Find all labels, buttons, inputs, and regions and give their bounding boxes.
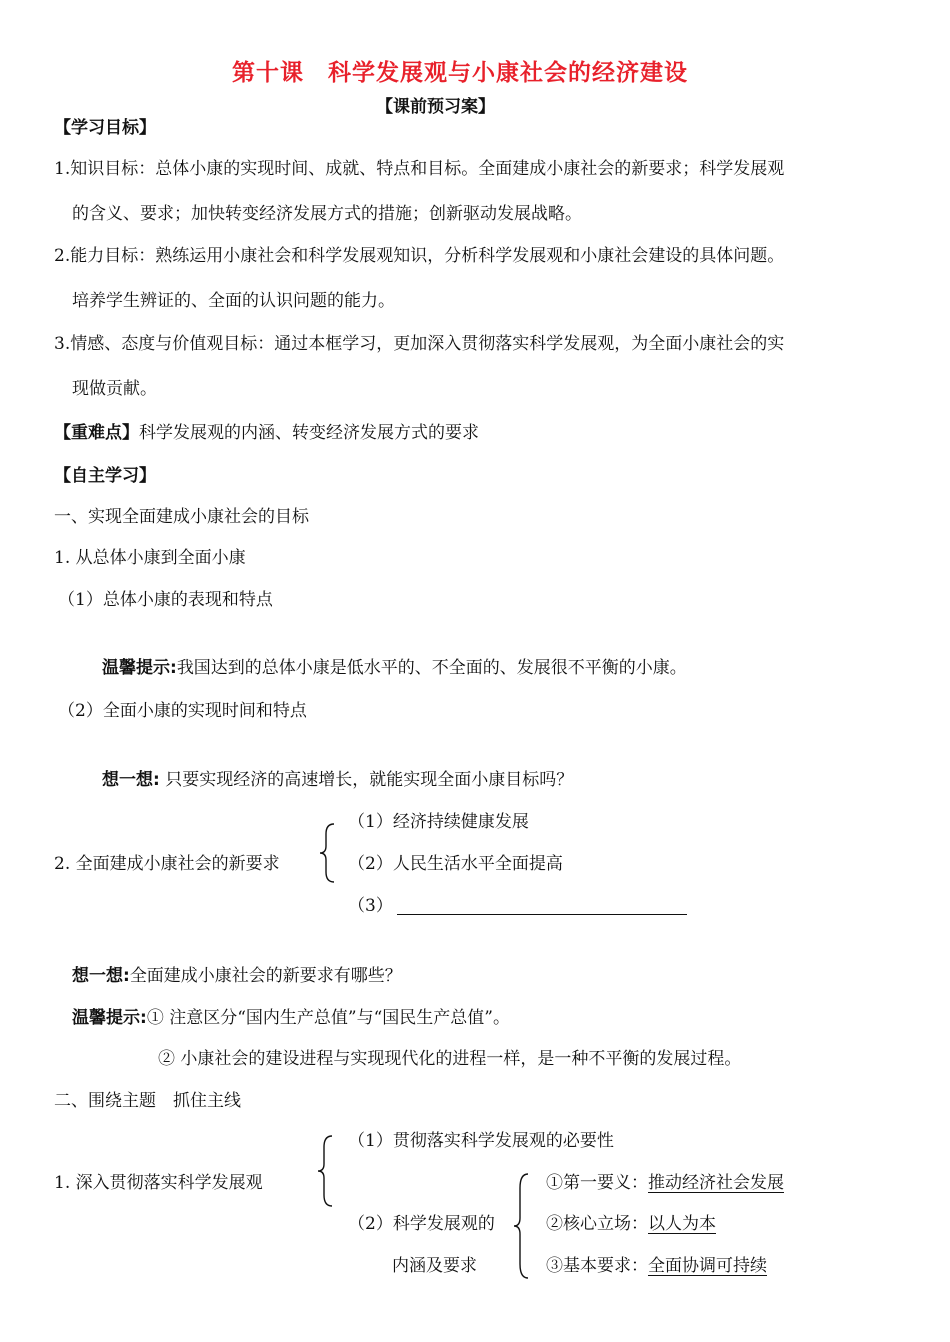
self-study-heading: 【自主学习】 bbox=[54, 466, 156, 486]
think-1-label: 想一想: bbox=[102, 770, 160, 790]
leaf-1-label: ①第一要义： bbox=[546, 1173, 648, 1193]
brace-icon bbox=[316, 1134, 336, 1208]
page-title: 第十课 科学发展观与小康社会的经济建设 bbox=[232, 60, 688, 86]
tip-1-label: 温馨提示: bbox=[102, 658, 177, 678]
tip-2-line-2: ② 小康社会的建设进程与实现现代化的进程一样，是一种不平衡的发展过程。 bbox=[158, 1049, 742, 1069]
objective-line-5: 3.情感、态度与价值观目标：通过本框学习，更加深入贯彻落实科学发展观，为全面小康社会的实 bbox=[54, 334, 785, 354]
brace-icon bbox=[318, 822, 338, 884]
key-points-label: 【重难点】 bbox=[54, 423, 139, 443]
tip-2 bbox=[72, 1010, 510, 1027]
leaf-2-value: 以人为本 bbox=[648, 1214, 716, 1234]
requirement-2: （2）人民生活水平全面提高 bbox=[348, 854, 563, 874]
think-2 bbox=[72, 968, 402, 985]
page-subtitle: 【课前预习案】 bbox=[376, 97, 495, 117]
requirement-1: （1）经济持续健康发展 bbox=[348, 812, 529, 832]
think-2-text: 全面建成小康社会的新要求有哪些？ bbox=[129, 966, 402, 986]
section2-title: 二、围绕主题 抓住主线 bbox=[54, 1091, 241, 1111]
requirement-3-label: （3） bbox=[348, 896, 393, 916]
leaf-3 bbox=[546, 1258, 767, 1275]
section2-branch-1: （1）贯彻落实科学发展观的必要性 bbox=[348, 1131, 614, 1151]
tip-1-text: 我国达到的总体小康是低水平的、不全面的、发展很不平衡的小康。 bbox=[176, 658, 687, 678]
objective-line-3: 2.能力目标：熟练运用小康社会和科学发展观知识，分析科学发展观和小康社会建设的具体问题。 bbox=[54, 246, 785, 266]
section1-sub1: 1. 从总体小康到全面小康 bbox=[54, 548, 246, 568]
think-1 bbox=[102, 772, 573, 789]
tip-1 bbox=[102, 660, 687, 677]
section2-branch-2-line-1: （2）科学发展观的 bbox=[348, 1214, 495, 1234]
brace-icon bbox=[512, 1172, 532, 1280]
section1-sub2: 2. 全面建成小康社会的新要求 bbox=[54, 854, 280, 874]
objective-line-4: 培养学生辨证的、全面的认识问题的能力。 bbox=[72, 291, 395, 311]
tip-2-line-1: ① 注意区分“国内生产总值”与“国民生产总值”。 bbox=[146, 1008, 510, 1028]
section1-title: 一、实现全面建成小康社会的目标 bbox=[54, 507, 309, 527]
requirement-3 bbox=[348, 898, 687, 915]
objective-line-1: 1.知识目标：总体小康的实现时间、成就、特点和目标。全面建成小康社会的新要求；科学发展观 bbox=[54, 159, 785, 179]
think-2-label: 想一想: bbox=[72, 966, 130, 986]
section2-branch-2-line-2: 内涵及要求 bbox=[392, 1256, 477, 1276]
objectives-heading: 【学习目标】 bbox=[54, 118, 156, 138]
answer-blank[interactable] bbox=[397, 898, 687, 915]
section1-sub1-1: （1）总体小康的表现和特点 bbox=[58, 590, 273, 610]
tip-2-label: 温馨提示: bbox=[72, 1008, 147, 1028]
think-1-text: 只要实现经济的高速增长，就能实现全面小康目标吗？ bbox=[165, 770, 574, 790]
key-points-text: 科学发展观的内涵、转变经济发展方式的要求 bbox=[139, 423, 479, 443]
leaf-2-label: ②核心立场： bbox=[546, 1214, 648, 1234]
section2-sub1: 1. 深入贯彻落实科学发展观 bbox=[54, 1173, 263, 1193]
leaf-1-value: 推动经济社会发展 bbox=[648, 1173, 784, 1193]
key-points bbox=[54, 425, 479, 442]
objective-line-2: 的含义、要求；加快转变经济发展方式的措施；创新驱动发展战略。 bbox=[72, 204, 582, 224]
leaf-1 bbox=[546, 1175, 784, 1192]
leaf-2 bbox=[546, 1216, 716, 1233]
leaf-3-label: ③基本要求： bbox=[546, 1256, 648, 1276]
section1-sub1-2: （2）全面小康的实现时间和特点 bbox=[58, 701, 307, 721]
objective-line-6: 现做贡献。 bbox=[72, 379, 157, 399]
leaf-3-value: 全面协调可持续 bbox=[648, 1256, 767, 1276]
